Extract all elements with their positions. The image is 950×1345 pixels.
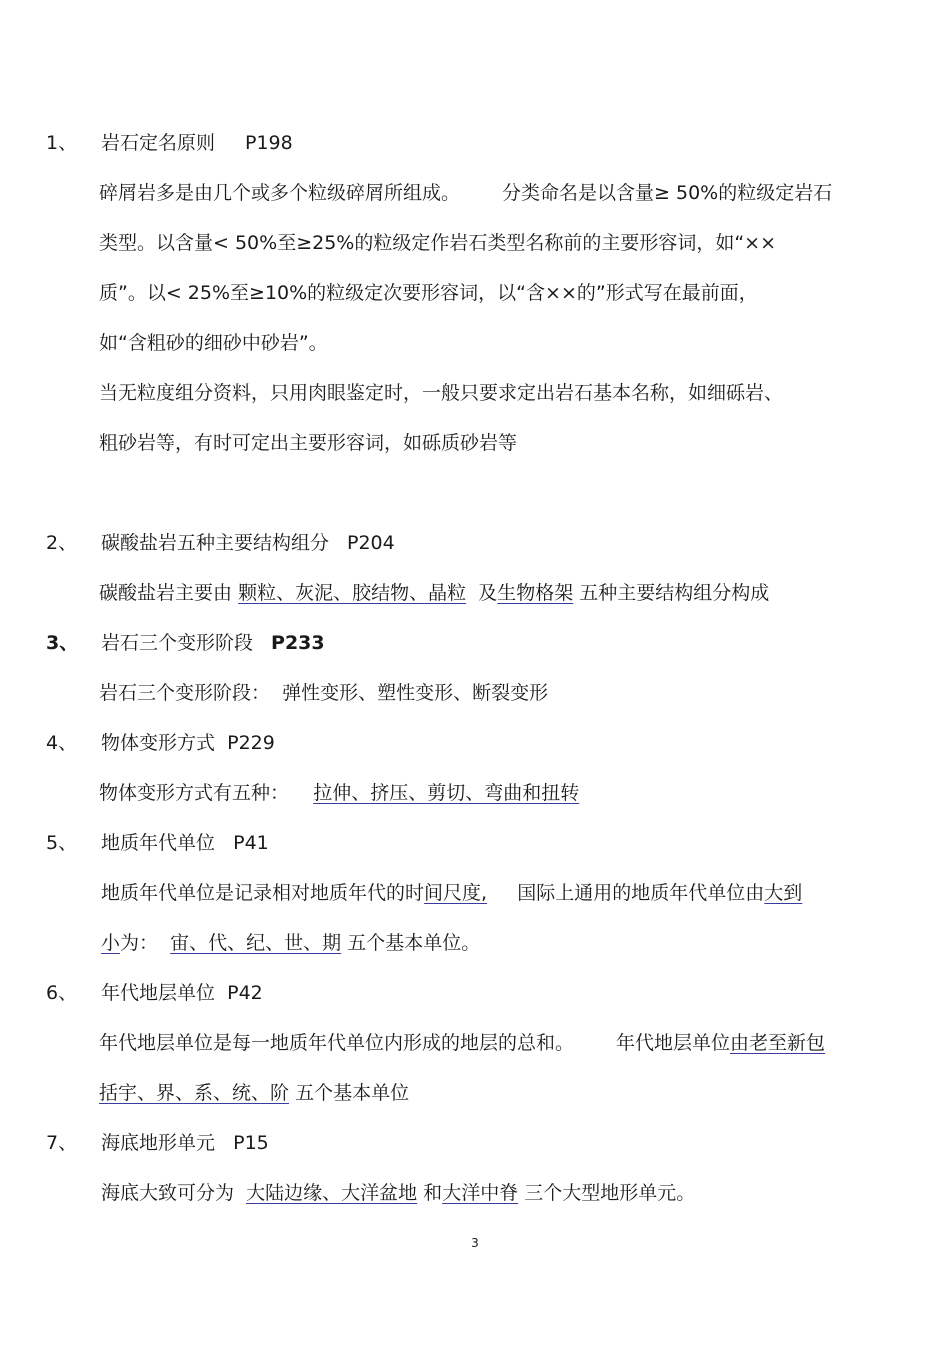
item-5-text: 国际上通用的地质年代单位由 [517, 882, 765, 904]
item-4-page-ref: P229 [227, 732, 275, 754]
item-3-number: 3、 [46, 632, 79, 654]
item-2-title: 碳酸盐岩五种主要结构组分 [101, 532, 330, 554]
item-7-answer-2: 大洋中脊 [442, 1182, 519, 1204]
item-7-text: 三个大型地形单元。 [524, 1182, 696, 1204]
item-2-number: 2、 [46, 532, 78, 554]
item-1-line-1 [99, 181, 832, 205]
item-6-heading [101, 981, 263, 1005]
item-5-title: 地质年代单位 [101, 832, 216, 854]
item-4-text: 物体变形方式有五种： [99, 782, 290, 804]
item-7-number: 7、 [46, 1132, 78, 1154]
item-1-page-ref: P198 [245, 132, 293, 154]
item-5-heading [101, 831, 269, 855]
item-3-line-1 [99, 681, 548, 705]
item-6-answer-1-cont: 括 [99, 1082, 119, 1104]
item-6-answer-2: 宇、界、系、统、阶 [118, 1082, 290, 1104]
item-1-line-5: 当无粒度组分资料，只用肉眼鉴定时，一般只要求定出岩石基本名称，如细砾岩、 [99, 382, 784, 404]
item-7-text: 和 [423, 1182, 443, 1204]
item-6-page-ref: P42 [227, 982, 263, 1004]
item-6-answer-1: 由老至新包 [730, 1032, 826, 1054]
item-7-page-ref: P15 [233, 1132, 269, 1154]
item-6-number: 6、 [46, 982, 78, 1004]
item-5-answer-2: 大到 [764, 882, 803, 904]
item-4-number: 4、 [46, 732, 78, 754]
item-1-number: 1、 [46, 132, 78, 154]
item-6-line-2 [99, 1081, 409, 1105]
item-7-title: 海底地形单元 [101, 1132, 216, 1154]
item-1-title: 岩石定名原则 [101, 132, 216, 154]
item-2-page-ref: P204 [347, 532, 395, 554]
item-4-line-1 [99, 781, 597, 805]
item-3-answer: 弹性变形、塑性变形、断裂变形 [282, 682, 549, 704]
item-1-text: 碎屑岩多是由几个或多个粒级碎屑所组成。 [99, 182, 461, 204]
item-3-text: 岩石三个变形阶段： [99, 682, 271, 704]
item-5-text: 五个基本单位。 [347, 932, 481, 954]
item-7-line-1 [101, 1181, 695, 1205]
item-5-answer-1: 间尺度, [424, 882, 488, 904]
item-6-text: 年代地层单位 [616, 1032, 731, 1054]
item-6-title: 年代地层单位 [101, 982, 216, 1004]
item-5-number: 5、 [46, 832, 78, 854]
item-2-heading [101, 531, 395, 555]
item-3-heading [101, 631, 325, 655]
page-number: 3 [471, 1236, 479, 1250]
item-5-line-1 [101, 881, 802, 905]
item-1-heading [101, 131, 293, 155]
item-7-heading [101, 1131, 269, 1155]
item-7-text: 海底大致可分为 [101, 1182, 235, 1204]
item-4-answer: 拉伸、挤压、剪切、弯曲和扭转 [313, 782, 580, 804]
item-5-answer-2-cont: 小 [101, 932, 121, 954]
item-1-line-3: 质”。以< 25%至≥10%的粒级定次要形容词，以“含××的”形式写在最前面， [99, 282, 758, 304]
item-5-answer-3: 宙、代、纪、世、期 [170, 932, 342, 954]
item-2-text: 及 [478, 582, 498, 604]
item-5-line-2 [101, 931, 480, 955]
item-2-answer-2: 生物格架 [497, 582, 574, 604]
item-5-text: 为： [120, 932, 159, 954]
item-2-text: 五种主要结构组分构成 [579, 582, 770, 604]
item-6-text: 年代地层单位是每一地质年代单位内形成的地层的总和。 [99, 1032, 575, 1054]
item-1-line-4: 如“含粗砂的细砂中砂岩”。 [99, 332, 328, 354]
item-2-line-1 [99, 581, 769, 605]
item-2-answer-1: 颗粒、灰泥、胶结物、晶粒 [238, 582, 467, 604]
item-3-title: 岩石三个变形阶段 [101, 632, 254, 654]
item-6-line-1 [99, 1031, 825, 1055]
item-1-line-6: 粗砂岩等，有时可定出主要形容词，如砾质砂岩等 [99, 432, 518, 454]
item-1-line-2: 类型。以含量< 50%至≥25%的粒级定作岩石类型名称前的主要形容词，如“×× [99, 232, 777, 254]
item-7-answer-1: 大陆边缘、大洋盆地 [246, 1182, 418, 1204]
item-6-text: 五个基本单位 [295, 1082, 410, 1104]
item-5-page-ref: P41 [233, 832, 269, 854]
item-4-heading [101, 731, 275, 755]
item-1-text: 分类命名是以含量≥ 50%的粒级定岩石 [502, 182, 833, 204]
item-5-text: 地质年代单位是记录相对地质年代的时 [101, 882, 425, 904]
item-4-title: 物体变形方式 [101, 732, 216, 754]
item-3-page-ref: P233 [271, 632, 325, 654]
item-2-text: 碳酸盐岩主要由 [99, 582, 233, 604]
